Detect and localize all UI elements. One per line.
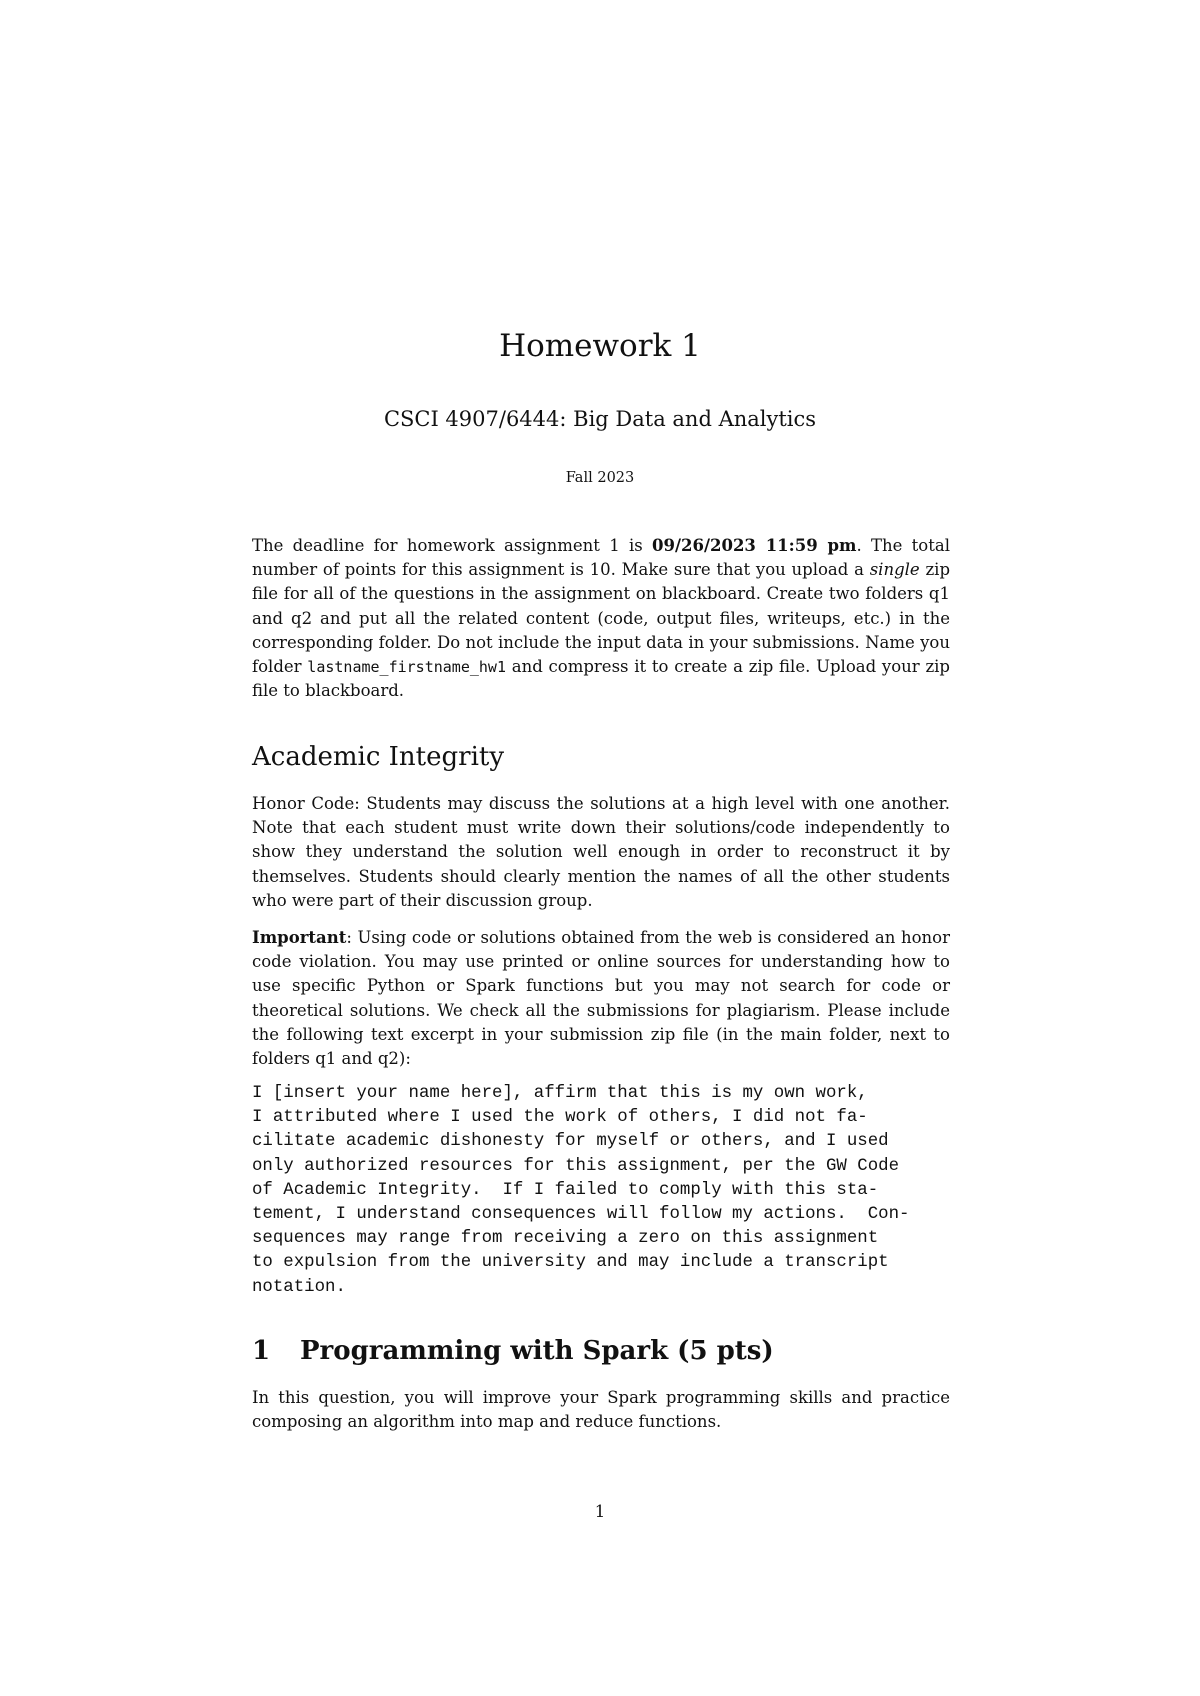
intro-block [252, 534, 950, 703]
pledge-line: notation. [252, 1277, 346, 1297]
intro-text-1: The deadline for homework assignment 1 is [252, 536, 653, 555]
important-label: Important [252, 928, 347, 947]
intro-text-4: and compress it to create a zip file. Upload your zip file to blackboard. [252, 657, 950, 701]
section1-block [252, 1386, 950, 1434]
section-title: Programming with Spark (5 pts) [300, 1336, 774, 1366]
single-emphasis: single [869, 560, 920, 580]
term: Fall 2023 [565, 470, 635, 486]
section-number: 1 [252, 1336, 271, 1366]
section-heading-programming-with-spark [252, 1334, 774, 1368]
honor-code-block [252, 792, 950, 913]
pledge-line: only authorized resources for this assignment, per the GW Code [252, 1156, 900, 1176]
intro-text-2: . The total number of points for this assignment is 10. Make sure that you upload a [252, 536, 950, 580]
important-text: : Using code or solutions obtained from the web is considered an honor code violation. You may use printed or online sources for understanding how to use specific Python or Spark functions but you may not search for code or theoretical solutions. We check all the submissions for plagiarism. Please include the following text excerpt in your submission zip file (in the main folder, next to folders q1 and q2): [252, 928, 950, 1069]
pledge-line: sequences may range from receiving a zero on this assignment [252, 1229, 879, 1249]
important-paragraph [252, 926, 950, 1071]
deadline-date: 09/26/2023 11:59 pm [652, 536, 857, 555]
pledge-line: to expulsion from the university and may include a transcript [252, 1253, 889, 1273]
integrity-pledge [252, 1082, 1012, 1300]
pledge-line: cilitate academic dishonesty for myself or others, and I used [252, 1132, 889, 1152]
section-heading-academic-integrity: Academic Integrity [252, 742, 505, 772]
pledge-line: tement, I understand consequences will follow my actions. Con- [252, 1205, 910, 1225]
pledge-line: of Academic Integrity. If I failed to comply with this sta- [252, 1180, 879, 1200]
intro-paragraph [252, 534, 950, 703]
intro-text-3: zip file for all of the questions in the assignment on blackboard. Create two folders q1 and q2 and put all the related content (code, output files, writeups, etc.) in the corresponding folder. Do not include the input data in your submissions. Name you folder [252, 560, 951, 677]
document-title: Homework 1 [499, 328, 701, 364]
course-name: CSCI 4907/6444: Big Data and Analytics [383, 407, 817, 431]
honor-code-paragraph: Honor Code: Students may discuss the solutions at a high level with one another. Note that each student must write down their solutions/code independently to show they understand the solution well enough in order to reconstruct it by themselves. Students should clearly mention the names of all the other students who were part of their discussion group. [252, 794, 950, 910]
folder-name-code: lastname_firstname_hw1 [307, 658, 506, 677]
pledge-line: I attributed where I used the work of others, I did not fa- [252, 1108, 868, 1128]
section1-paragraph: In this question, you will improve your Spark programming skills and practice composing an algorithm into map and reduce functions. [252, 1388, 950, 1432]
page-number: 1 [594, 1502, 606, 1521]
pledge-line: I [insert your name here], affirm that this is my own work, [252, 1084, 868, 1103]
important-block [252, 926, 950, 1071]
